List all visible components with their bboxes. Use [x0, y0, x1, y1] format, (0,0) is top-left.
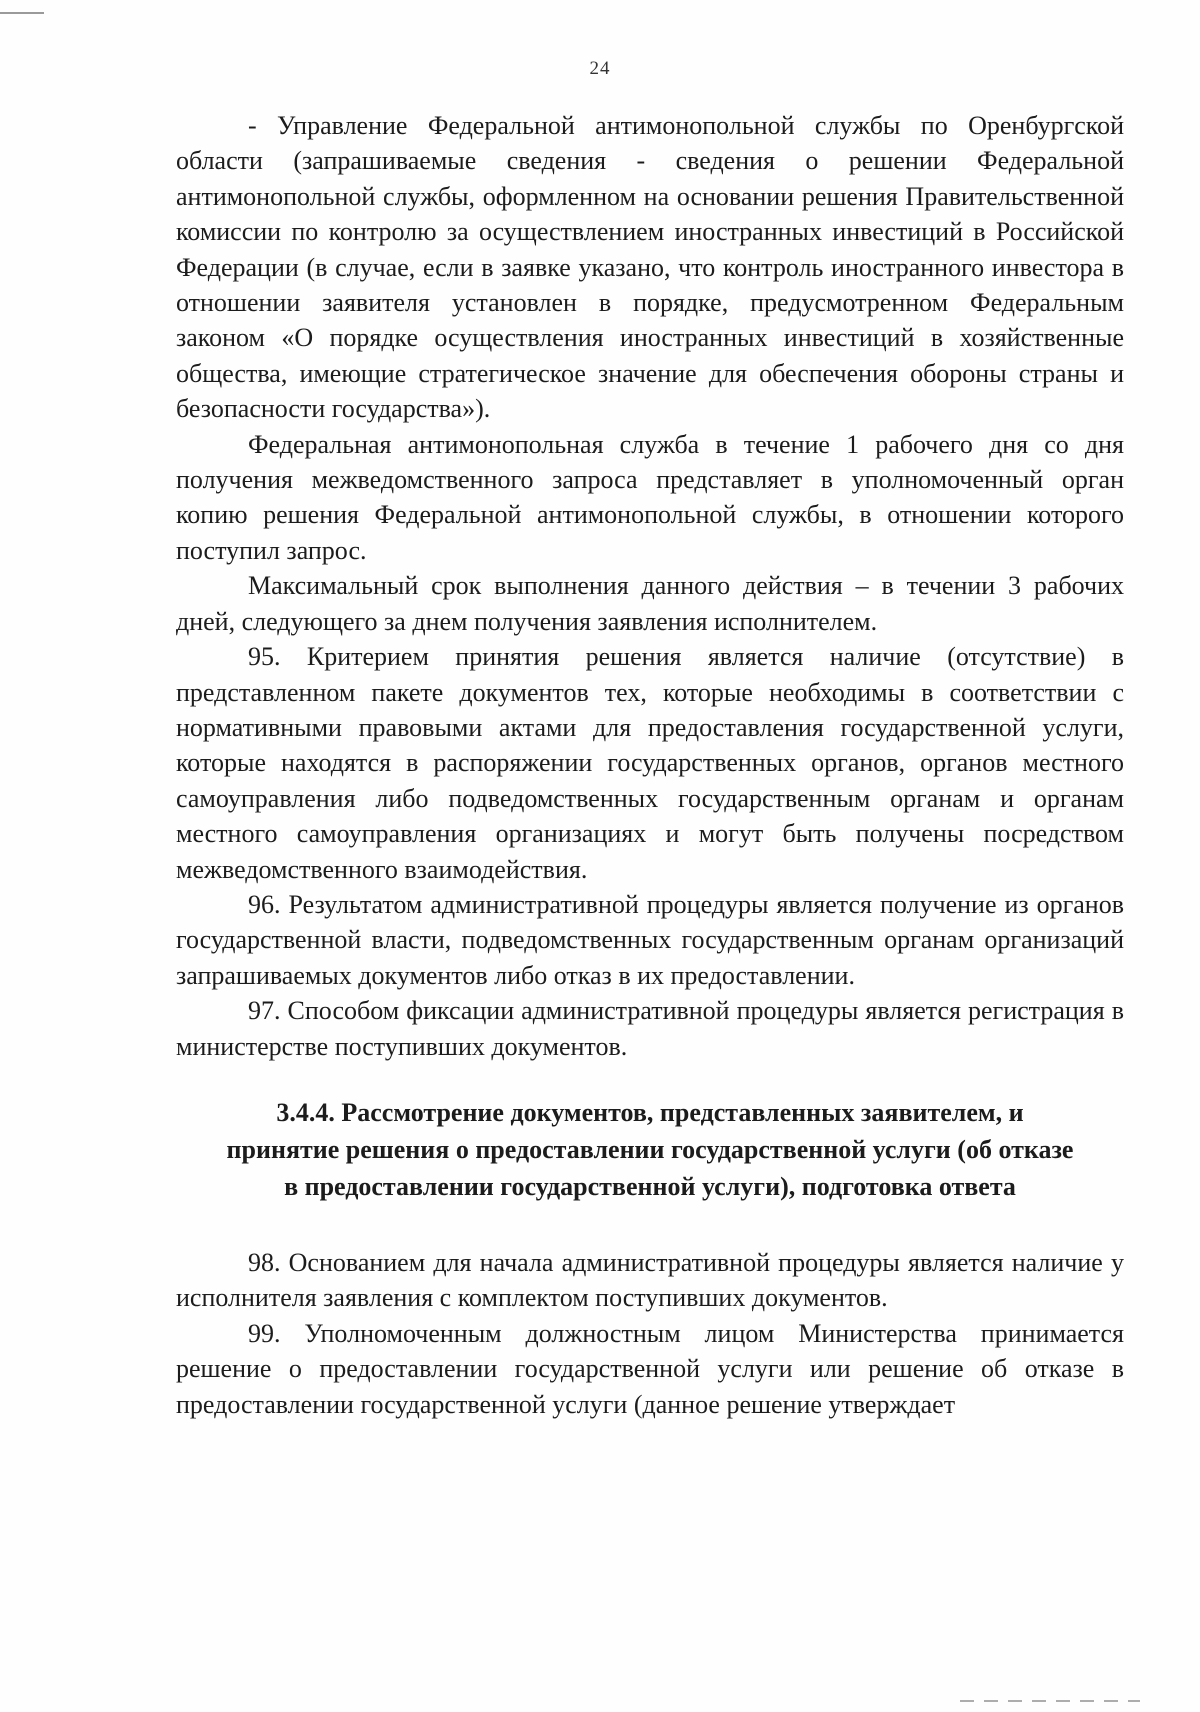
section-heading-3-4-4	[176, 1094, 1124, 1205]
paragraph-95: 95. Критерием принятия решения является наличие (отсутствие) в представленном пакете документов тех, которые необходимы в соответствии с нормативными правовыми актами для предоставления государственной услуги, которые находятся в распоряжении государственных органов, органов местного самоуправления либо подведомственных государственным органам и органам местного самоуправления организациях и могут быть получены посредством межведомственного взаимодействия.	[176, 642, 1124, 884]
scan-bottom-artifact	[960, 1700, 1140, 1702]
section-heading-line: 3.4.4. Рассмотрение документов, представленных заявителем, и	[276, 1097, 1024, 1127]
paragraph-96: 96. Результатом административной процедуры является получение из органов государственной власти, подведомственных государственным органам организаций запрашиваемых документов либо отказ в их предоставлении.	[176, 889, 1124, 990]
scan-edge-mark	[0, 12, 44, 14]
paragraph-98: 98. Основанием для начала административной процедуры является наличие у исполнителя заявления с комплектом поступивших документов.	[176, 1247, 1124, 1313]
paragraph-99: 99. Уполномоченным должностным лицом Министерства принимается решение о предоставлении государственной услуги или решение об отказе в предоставлении государственной услуги (данное решение утверждает	[176, 1318, 1124, 1419]
paragraph-97: 97. Способом фиксации административной процедуры является регистрация в министерстве поступивших документов.	[176, 996, 1124, 1061]
section-heading-line: принятие решения о предоставлении государственной услуги (об отказе	[226, 1134, 1074, 1164]
paragraph-fas-response: Федеральная антимонопольная служба в течение 1 рабочего дня со дня получения межведомственного запроса представляет в уполномоченный орган копию решения Федеральной антимонопольной службы, в отношении которого поступил запрос.	[176, 429, 1124, 565]
section-heading-line: в предоставлении государственной услуги), подготовка ответа	[284, 1171, 1016, 1201]
document-body	[176, 108, 1124, 1422]
paragraph-fas-orenburg: - Управление Федеральной антимонопольной службы по Оренбургской области (запрашиваемые сведения - сведения о решении Федеральной антимонопольной службы, оформленном на основании решения Правительственной комиссии по контролю за осуществлением иностранных инвестиций в Российской Федерации (в случае, если в заявке указано, что контроль иностранного инвестора в отношении заявителя установлен в порядке, предусмотренном Федеральным законом «О порядке осуществления иностранных инвестиций в хозяйственные общества, имеющие стратегическое значение для обеспечения обороны страны и безопасности государства»).	[176, 111, 1124, 424]
paragraph-max-term: Максимальный срок выполнения данного действия – в течении 3 рабочих дней, следующего за днем получения заявления исполнителем.	[176, 571, 1124, 636]
page-number: 24	[589, 58, 611, 79]
